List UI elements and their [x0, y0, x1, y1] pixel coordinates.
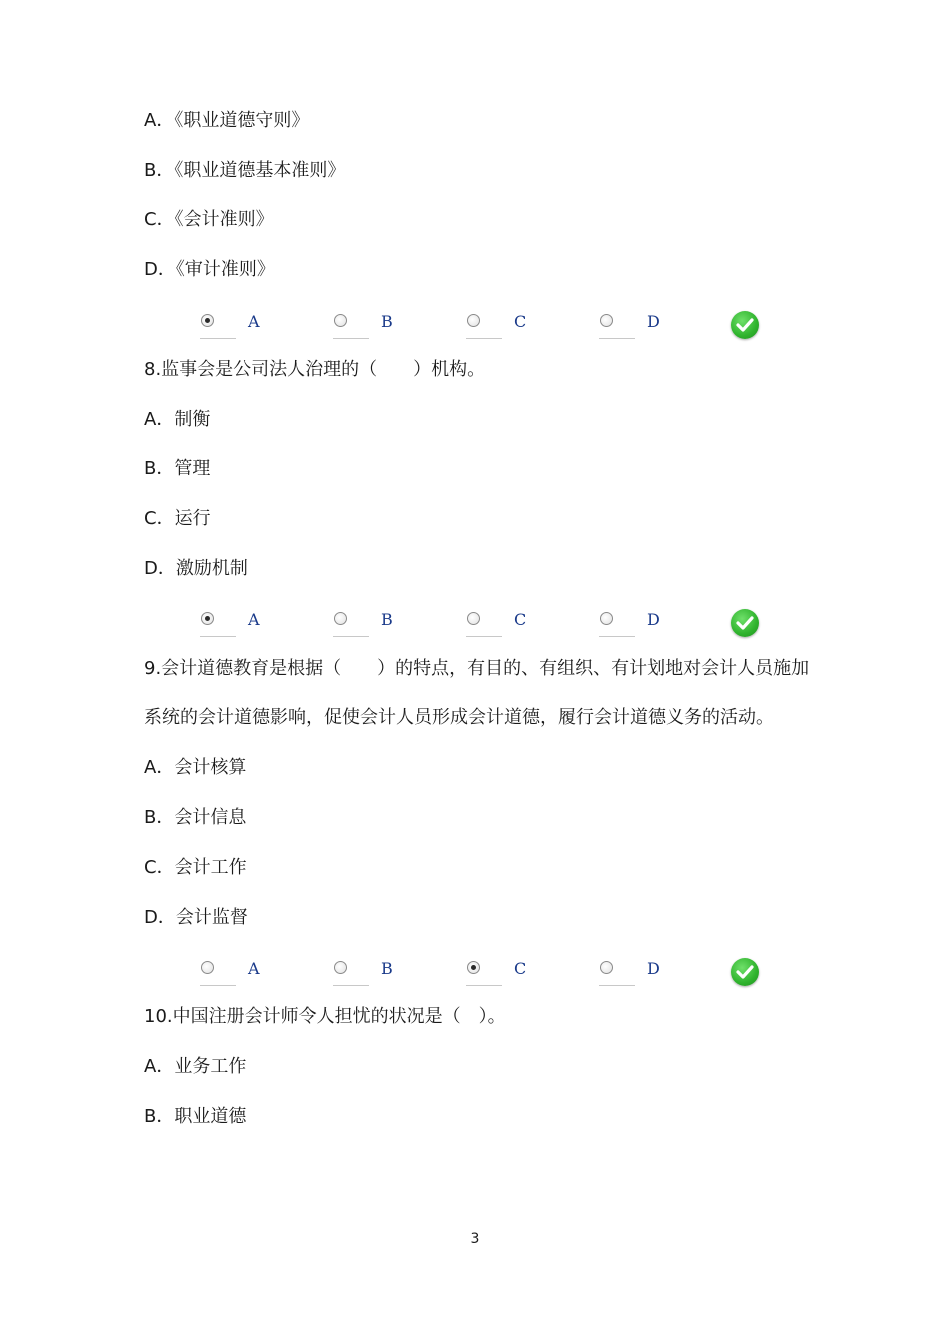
q10-option-a: A．业务工作	[144, 1056, 247, 1077]
correct-check-icon	[731, 958, 759, 986]
q9-radio-c[interactable]	[466, 956, 502, 986]
radio-checked-icon	[201, 612, 214, 625]
q7-radio-d[interactable]	[599, 309, 635, 339]
q9-radio-c-label: C	[514, 959, 527, 978]
radio-icon	[334, 961, 347, 974]
q7-radio-b[interactable]	[333, 309, 369, 339]
q7-option-d: D．《审计准则》	[144, 259, 275, 280]
q9-stem-line-1: 9.会计道德教育是根据（ ）的特点，有目的、有组织、有计划地对会计人员施加	[144, 658, 810, 679]
q7-radio-a-label: A	[248, 312, 260, 331]
radio-icon	[467, 314, 480, 327]
q9-radio-d[interactable]	[599, 956, 635, 986]
q8-option-d: D．激励机制	[144, 558, 248, 579]
q8-option-c: C．运行	[144, 508, 211, 529]
q8-answer-row	[0, 607, 950, 639]
page-number: 3	[470, 1231, 480, 1247]
q7-answer-row	[0, 309, 950, 341]
q7-radio-d-label: D	[647, 312, 660, 331]
q7-radio-c-label: C	[514, 312, 527, 331]
q7-radio-a[interactable]	[200, 309, 236, 339]
radio-icon	[600, 961, 613, 974]
radio-icon	[600, 314, 613, 327]
radio-checked-icon	[201, 314, 214, 327]
q9-radio-a[interactable]	[200, 956, 236, 986]
correct-check-icon	[731, 311, 759, 339]
q9-option-b: B．会计信息	[144, 807, 247, 828]
q9-option-d: D．会计监督	[144, 907, 248, 928]
q8-radio-a[interactable]	[200, 607, 236, 637]
q10-stem: 10.中国注册会计师令人担忧的状况是（ ）。	[144, 1006, 506, 1027]
radio-icon	[334, 612, 347, 625]
q9-radio-b[interactable]	[333, 956, 369, 986]
radio-checked-icon	[467, 961, 480, 974]
q9-radio-b-label: B	[381, 959, 393, 978]
q8-option-b: B．管理	[144, 458, 211, 479]
q8-radio-a-label: A	[248, 610, 260, 629]
q9-radio-d-label: D	[647, 959, 660, 978]
q8-radio-d-label: D	[647, 610, 660, 629]
q9-radio-a-label: A	[248, 959, 260, 978]
q7-option-b: B．《职业道德基本准则》	[144, 160, 346, 181]
q7-option-c: C．《会计准则》	[144, 209, 274, 230]
q9-option-a: A．会计核算	[144, 757, 247, 778]
q9-stem-line-2: 系统的会计道德影响，促使会计人员形成会计道德，履行会计道德义务的活动。	[144, 707, 774, 728]
q8-radio-b[interactable]	[333, 607, 369, 637]
radio-icon	[201, 961, 214, 974]
q7-radio-c[interactable]	[466, 309, 502, 339]
correct-check-icon	[731, 609, 759, 637]
radio-icon	[600, 612, 613, 625]
q7-option-a: A．《职业道德守则》	[144, 110, 310, 131]
q10-option-b: B．职业道德	[144, 1106, 247, 1127]
q8-radio-c-label: C	[514, 610, 527, 629]
q8-stem: 8.监事会是公司法人治理的（ ）机构。	[144, 359, 486, 380]
q7-radio-b-label: B	[381, 312, 393, 331]
radio-icon	[467, 612, 480, 625]
q9-option-c: C．会计工作	[144, 857, 247, 878]
q9-answer-row	[0, 956, 950, 988]
q8-radio-b-label: B	[381, 610, 393, 629]
radio-icon	[334, 314, 347, 327]
q8-radio-d[interactable]	[599, 607, 635, 637]
q8-option-a: A．制衡	[144, 409, 211, 430]
q8-radio-c[interactable]	[466, 607, 502, 637]
